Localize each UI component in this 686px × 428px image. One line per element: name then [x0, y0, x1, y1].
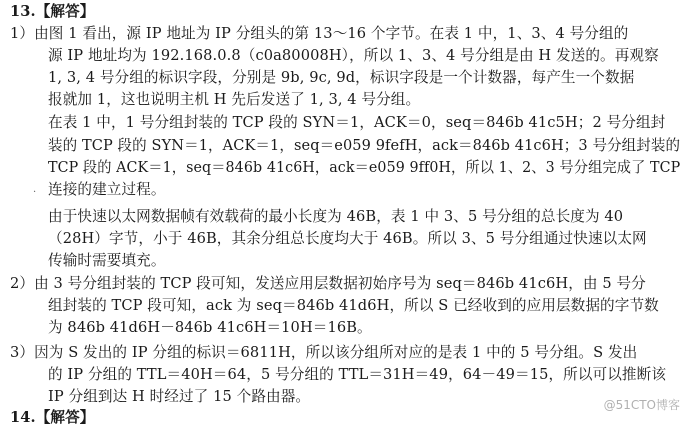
- para1-line11: 传输时需要填充。: [48, 252, 166, 269]
- para2-line3: 为 846b 41d6H－846b 41c6H＝10H＝16B。: [48, 319, 372, 336]
- para3-line3: IP 分组到达 H 时经过了 15 个路由器。: [48, 388, 311, 405]
- para1-line4: 报就加 1，这也说明主机 H 先后发送了 1, 3, 4 号分组。: [48, 91, 421, 108]
- para1-line9: 由于快速以太网数据帧有效载荷的最小长度为 46B，表 1 中 3、5 号分组的总长度为 40: [48, 208, 624, 225]
- para1-line10: （28H）字节，小于 46B，其余分组总长度均大于 46B。所以 3、5 号分组通过快速以太网: [48, 230, 647, 247]
- watermark: @51CTO博客: [603, 398, 680, 412]
- margin-mark: ·: [33, 187, 37, 198]
- para1-line7: TCP 段的 ACK＝1，seq＝846b 41c6H，ack＝e059 9ff0H，所以 1、2、3 号分组完成了 TCP: [48, 159, 681, 176]
- para1-line2: 源 IP 地址均为 192.168.0.8（c0a80008H），所以 1、3、4 号分组是由 H 发送的。再观察: [48, 47, 659, 64]
- answer-heading: 13.【解答】: [10, 3, 95, 20]
- para2-line1: 2）由 3 号分组封装的 TCP 段可知，发送应用层数据初始序号为 seq＝846b 41c6H，由 5 号分: [10, 275, 646, 292]
- para1-line1: 1）由图 1 看出，源 IP 地址为 IP 分组头的第 13～16 个字节。在表 1 中，1、3、4 号分组的: [10, 25, 629, 42]
- para3-line2: 的 IP 分组的 TTL＝40H＝64，5 号分组的 TTL＝31H＝49，64－49＝15，所以可以推断该: [48, 366, 667, 383]
- para1-line8: 连接的建立过程。: [48, 181, 166, 198]
- para1-line5: 在表 1 中，1 号分组封装的 TCP 段的 SYN＝1，ACK＝0，seq＝846b 41c5H；2 号分组封: [48, 114, 666, 131]
- para1-line6: 装的 TCP 段的 SYN＝1，ACK＝1，seq＝e059 9fefH，ack＝846b 41c6H；3 号分组封装的: [48, 137, 681, 154]
- next-answer-heading: 14.【解答】: [10, 409, 95, 426]
- para2-line2: 组封装的 TCP 段可知，ack 为 seq＝846b 41d6H，所以 S 已经收到的应用层数据的字节数: [48, 297, 659, 314]
- para3-line1: 3）因为 S 发出的 IP 分组的标识＝6811H，所以该分组所对应的是表 1 中的 5 号分组。S 发出: [10, 344, 638, 361]
- para1-line3: 1, 3, 4 号分组的标识字段，分别是 9b, 9c, 9d，标识字段是一个计数器，每产生一个数据: [48, 69, 635, 86]
